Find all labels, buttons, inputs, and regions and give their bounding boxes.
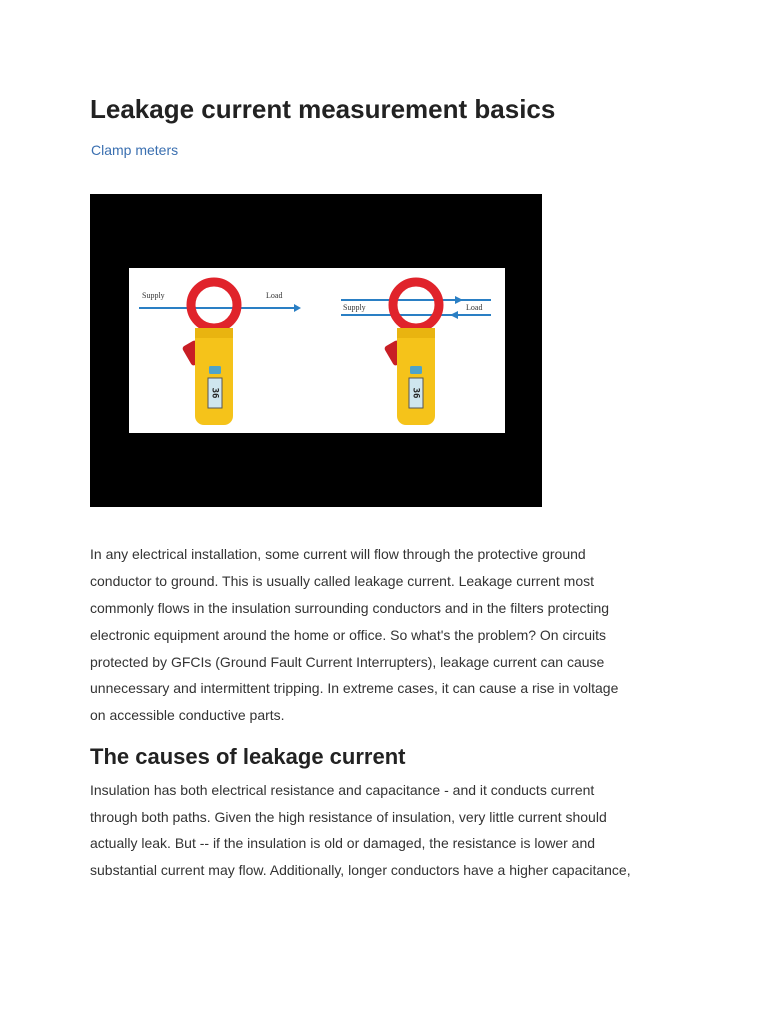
article-figure	[90, 194, 542, 507]
paragraph-line: substantial current may flow. Additionally, longer conductors have a higher capacitance,	[90, 862, 631, 878]
paragraph-line: through both paths. Given the high resistance of insulation, very little current should	[90, 809, 607, 825]
page-title: Leakage current measurement basics	[90, 94, 556, 124]
paragraph-line: protected by GFCIs (Ground Fault Current Interrupters), leakage current can cause	[90, 654, 605, 670]
left-meter-body	[195, 328, 233, 425]
right-clamp-jaw	[393, 282, 439, 328]
category-link-clamp-meters[interactable]: Clamp meters	[91, 142, 179, 158]
right-meter-neck	[397, 328, 435, 338]
right-arrow-bottom-icon	[450, 311, 458, 319]
left-supply-label: Supply	[142, 291, 165, 300]
paragraph-line: on accessible conductive parts.	[90, 707, 285, 723]
paragraph-line: In any electrical installation, some current will flow through the protective ground	[90, 546, 586, 562]
right-arrow-top-icon	[455, 296, 463, 304]
left-meter-neck	[195, 328, 233, 338]
clamp-meter-diagram	[129, 268, 505, 433]
right-supply-label: Supply	[343, 303, 366, 312]
right-clamp-meter	[341, 282, 491, 425]
right-meter-reading: 36	[410, 387, 421, 399]
left-meter-button	[209, 366, 221, 374]
right-meter-body	[397, 328, 435, 425]
left-clamp-meter	[139, 282, 301, 425]
paragraph-line: conductor to ground. This is usually called leakage current. Leakage current most	[90, 573, 595, 589]
left-meter-reading: 36	[209, 387, 220, 399]
paragraph-line: actually leak. But -- if the insulation is old or damaged, the resistance is lower and	[90, 835, 596, 851]
figure-illustration	[129, 268, 505, 433]
paragraph-line: commonly flows in the insulation surrounding conductors and in the filters protecting	[90, 600, 610, 616]
paragraph-line: Insulation has both electrical resistance and capacitance - and it conducts current	[90, 782, 595, 798]
right-load-label: Load	[466, 303, 483, 312]
right-meter-button	[410, 366, 422, 374]
section-heading: The causes of leakage current	[90, 744, 406, 769]
paragraph-line: electronic equipment around the home or office. So what's the problem? On circuits	[90, 627, 607, 643]
paragraph-line: unnecessary and intermittent tripping. In extreme cases, it can cause a rise in voltage	[90, 680, 619, 696]
left-arrow-icon	[294, 304, 301, 312]
left-clamp-jaw	[191, 282, 237, 328]
left-load-label: Load	[266, 291, 283, 300]
